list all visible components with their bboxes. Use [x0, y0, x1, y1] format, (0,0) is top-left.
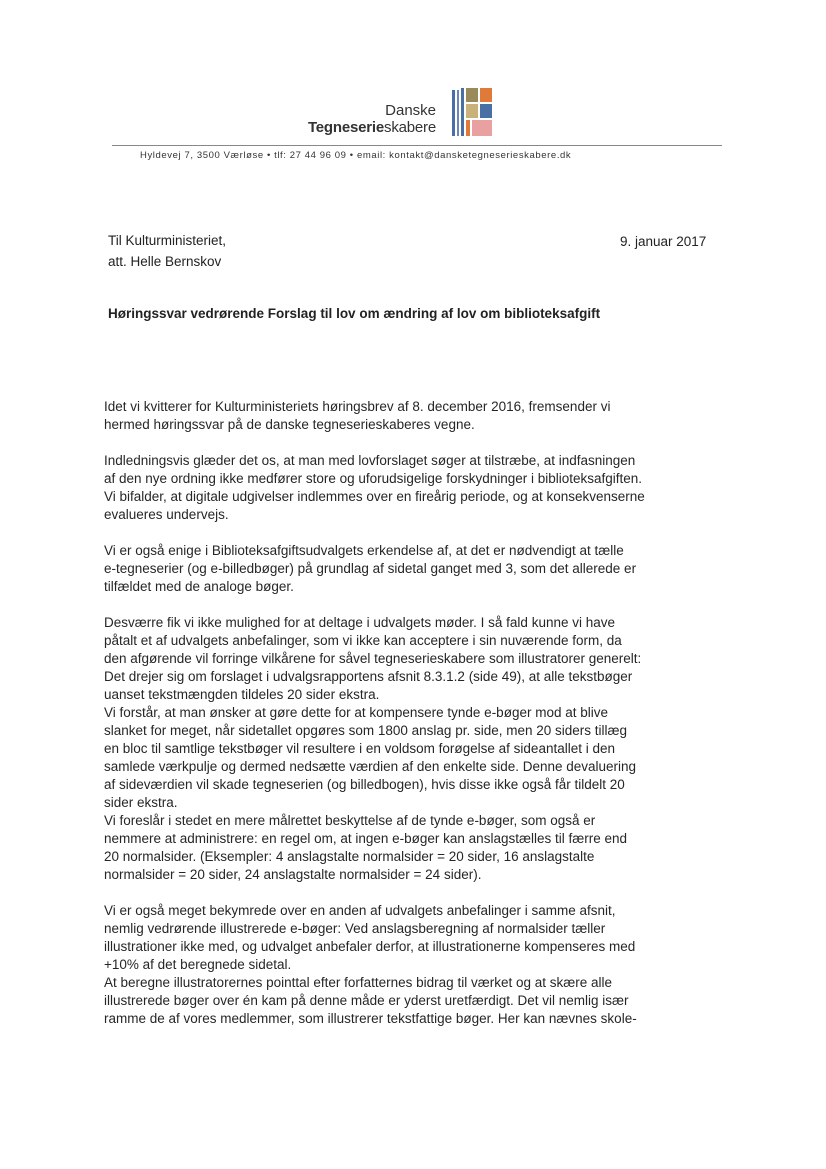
paragraph-6	[104, 812, 726, 884]
recipient-line2: att. Helle Bernskov	[108, 254, 222, 269]
contact-line: Hyldevej 7, 3500 Værløse • tlf: 27 44 96 09 • email: kontakt@dansketegneserieskabere.dk	[140, 150, 572, 161]
text-line: 20 normalsider. (Eksempler: 4 anslagstalte normalsider = 20 sider, 16 anslagstalte	[104, 849, 595, 864]
text-line: samlede værkpulje og dermed nedsætte værdien af den enkelte side. Denne devaluering	[104, 759, 637, 774]
paragraph-5	[104, 704, 726, 812]
org-name-bold: Tegneserie	[307, 119, 385, 136]
recipient-line1: Til Kulturministeriet,	[108, 233, 227, 248]
paragraph-2	[104, 452, 726, 524]
paragraph-7	[104, 902, 726, 974]
text-line: ramme de af vores medlemmer, som illustrerer tekstfattige bøger. Her kan nævnes skole-	[104, 1011, 637, 1026]
text-line: hermed høringssvar på de danske tegneserieskaberes vegne.	[104, 417, 475, 432]
org-logo	[307, 88, 498, 140]
text-line: Vi forstår, at man ønsker at gøre dette for at kompensere tynde e-bøger mod at blive	[104, 705, 608, 720]
text-line: normalsider = 20 sider, 24 anslagstalte normalsider = 24 sider).	[104, 867, 482, 882]
text-line: Indledningsvis glæder det os, at man med lovforslaget søger at tilstræbe, at indfasningen	[104, 453, 636, 468]
text-line: At beregne illustratorernes pointtal efter forfatternes bidrag til værket og at skære alle	[104, 975, 613, 990]
paragraph-1	[104, 398, 726, 434]
paragraph-4	[104, 614, 726, 704]
text-line: Desværre fik vi ikke mulighed for at deltage i udvalgets møder. I så fald kunne vi have	[104, 615, 615, 630]
paragraph-8	[104, 974, 726, 1028]
recipient-block	[108, 230, 226, 272]
letter-body	[104, 398, 726, 1028]
text-line: evalueres undervejs.	[104, 507, 229, 522]
letter-subject: Høringssvar vedrørende Forslag til lov om ændring af lov om biblioteksafgift	[108, 306, 601, 321]
text-line: Det drejer sig om forslaget i udvalgsrapportens afsnit 8.3.1.2 (side 49), at alle tekstbøger	[104, 669, 633, 684]
text-line: Vi er også enige i Biblioteksafgiftsudvalgets erkendelse af, at det er nødvendigt at tælle	[104, 543, 624, 558]
letterhead-divider	[112, 145, 722, 146]
letter-date: 9. januar 2017	[620, 234, 707, 249]
text-line: af sideværdien vil skade tegneserien (og billedbogen), hvis disse ikke også får tildelt 20	[104, 777, 625, 792]
text-line: e-tegneserier (og e-billedbøger) på grundlag af sidetal ganget med 3, som det allerede er	[104, 561, 637, 576]
text-line: illustrationer ikke med, og udvalget anbefaler derfor, at illustrationerne kompenseres med	[104, 939, 636, 954]
paragraph-3	[104, 542, 726, 596]
org-name-rest: skabere	[384, 119, 436, 136]
text-line: slanket for meget, når sidetallet opgøres som 1800 anslag pr. side, men 20 siders tillæg	[104, 723, 628, 738]
text-line: tilfældet med de analoge bøger.	[104, 579, 294, 594]
text-line: nemlig vedrørende illustrerede e-bøger: Ved anslagsberegning af normalsider tæller	[104, 921, 606, 936]
org-name-line1: Danske	[385, 102, 436, 119]
text-line: Idet vi kvitterer for Kulturministeriets høringsbrev af 8. december 2016, fremsender vi	[104, 399, 611, 414]
text-line: +10% af det beregnede sidetal.	[104, 957, 292, 972]
text-line: den afgørende vil forringe vilkårene for såvel tegneserieskabere som illustratorer generelt:	[104, 651, 642, 666]
text-line: uanset tekstmængden tildeles 20 sider ekstra.	[104, 687, 380, 702]
logo-mark-icon	[452, 88, 494, 138]
text-line: påtalt et af udvalgets anbefalinger, som vi ikke kan acceptere i sin nuværende form, da	[104, 633, 622, 648]
text-line: nemmere at administrere: en regel om, at ingen e-bøger kan anslagstælles til færre end	[104, 831, 627, 846]
text-line: Vi foreslår i stedet en mere målrettet beskyttelse af de tynde e-bøger, som også er	[104, 813, 596, 828]
text-line: Vi er også meget bekymrede over en anden af udvalgets anbefalinger i samme afsnit,	[104, 903, 616, 918]
text-line: illustrerede bøger over én kam på denne måde er yderst uretfærdigt. Det vil nemlig især	[104, 993, 629, 1008]
org-name-line2	[308, 119, 436, 136]
text-line: en bloc til samtlige tekstbøger vil resultere i en voldsom forøgelse af sideantallet i den	[104, 741, 615, 756]
text-line: sider ekstra.	[104, 795, 178, 810]
org-name	[308, 102, 436, 136]
text-line: af den nye ordning ikke medfører store og uforudsigelige forskydninger i biblioteksafgiften.	[104, 471, 643, 486]
text-line: Vi bifalder, at digitale udgivelser indlemmes over en fireårig periode, og at konsekvenserne	[104, 489, 645, 504]
